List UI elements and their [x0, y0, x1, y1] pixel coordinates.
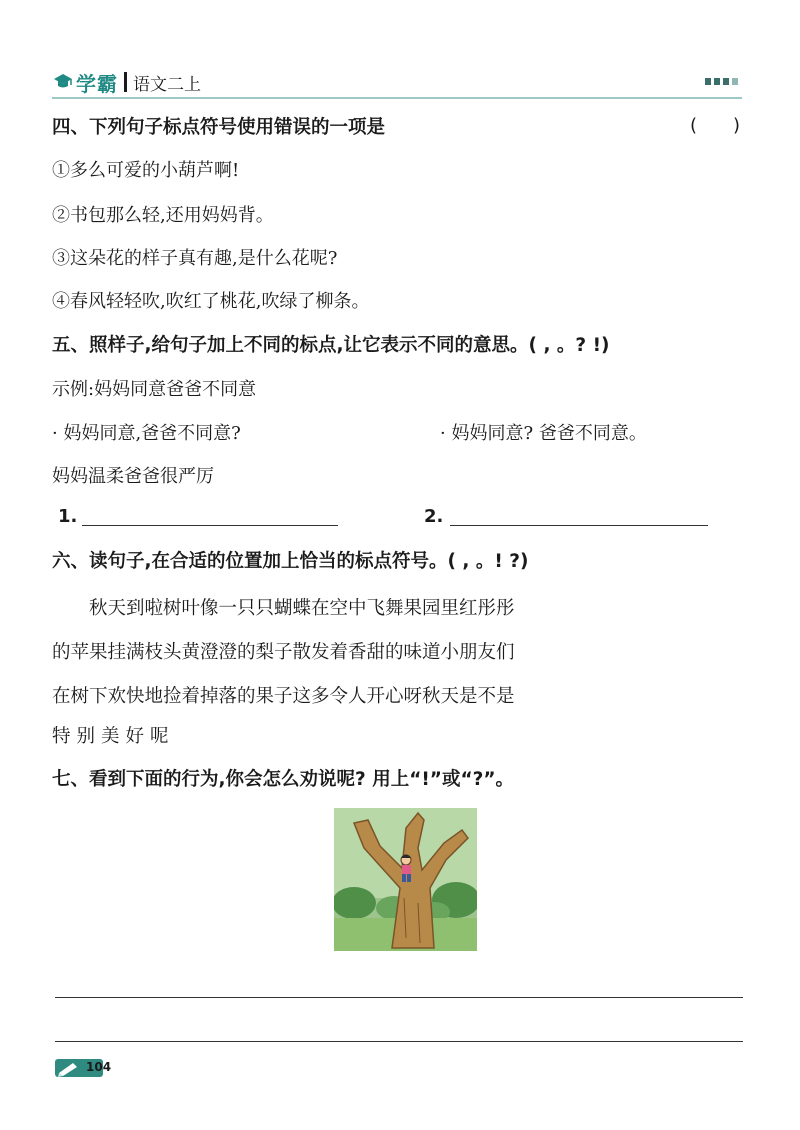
q6-passage-line-1: 秋天到啦树叶像一只只蝴蝶在空中飞舞果园里红彤彤	[52, 598, 515, 619]
q5-answer-2-label: 2.	[424, 506, 444, 527]
q5-answer-2-line[interactable]	[450, 525, 708, 526]
q5-example-label: 示例:妈妈同意爸爸不同意	[52, 379, 257, 400]
q4-title: 四、下列句子标点符号使用错误的一项是	[52, 117, 386, 138]
q5-example-b: · 妈妈同意? 爸爸不同意。	[440, 423, 647, 444]
answer-line-2[interactable]	[55, 1041, 743, 1042]
q4-option-2: ②书包那么轻,还用妈妈背。	[52, 205, 274, 226]
brand-divider	[124, 72, 127, 92]
q4-option-1: ①多么可爱的小葫芦啊!	[52, 160, 240, 181]
book-title: 语文二上	[133, 74, 201, 95]
q6-passage-line-3: 在树下欢快地捡着掉落的果子这多令人开心呀秋天是不是	[52, 686, 515, 707]
q7-title: 七、看到下面的行为,你会怎么劝说呢? 用上“!”或“?”。	[52, 769, 515, 790]
header-brand	[52, 68, 201, 96]
q6-passage-line-4: 特别美好呢	[52, 726, 175, 747]
q5-example-a: · 妈妈同意,爸爸不同意?	[52, 423, 241, 444]
q4-option-4: ④春风轻轻吹,吹红了桃花,吹绿了柳条。	[52, 291, 370, 312]
q5-sentence: 妈妈温柔爸爸很严厉	[52, 466, 214, 487]
q5-answer-1-label: 1.	[58, 506, 78, 527]
q5-title: 五、照样子,给句子加上不同的标点,让它表示不同的意思。( , 。? !)	[52, 335, 610, 356]
q4-option-3: ③这朵花的样子真有趣,是什么花呢?	[52, 248, 338, 269]
q6-title: 六、读句子,在合适的位置加上恰当的标点符号。( , 。! ?)	[52, 551, 529, 572]
q5-answer-1-line[interactable]	[82, 525, 338, 526]
q4-answer-parens[interactable]: ( )	[690, 115, 740, 136]
child-climbing-tree-illustration	[334, 808, 477, 951]
answer-line-1[interactable]	[55, 997, 743, 998]
header-rule	[52, 97, 742, 99]
graduation-cap-icon	[52, 71, 74, 93]
page-number: 104	[86, 1060, 112, 1074]
q6-passage-line-2: 的苹果挂满枝头黄澄澄的梨子散发着香甜的味道小朋友们	[52, 642, 515, 663]
header-dots-decoration	[705, 78, 738, 85]
brand-name: 学霸	[76, 71, 118, 96]
